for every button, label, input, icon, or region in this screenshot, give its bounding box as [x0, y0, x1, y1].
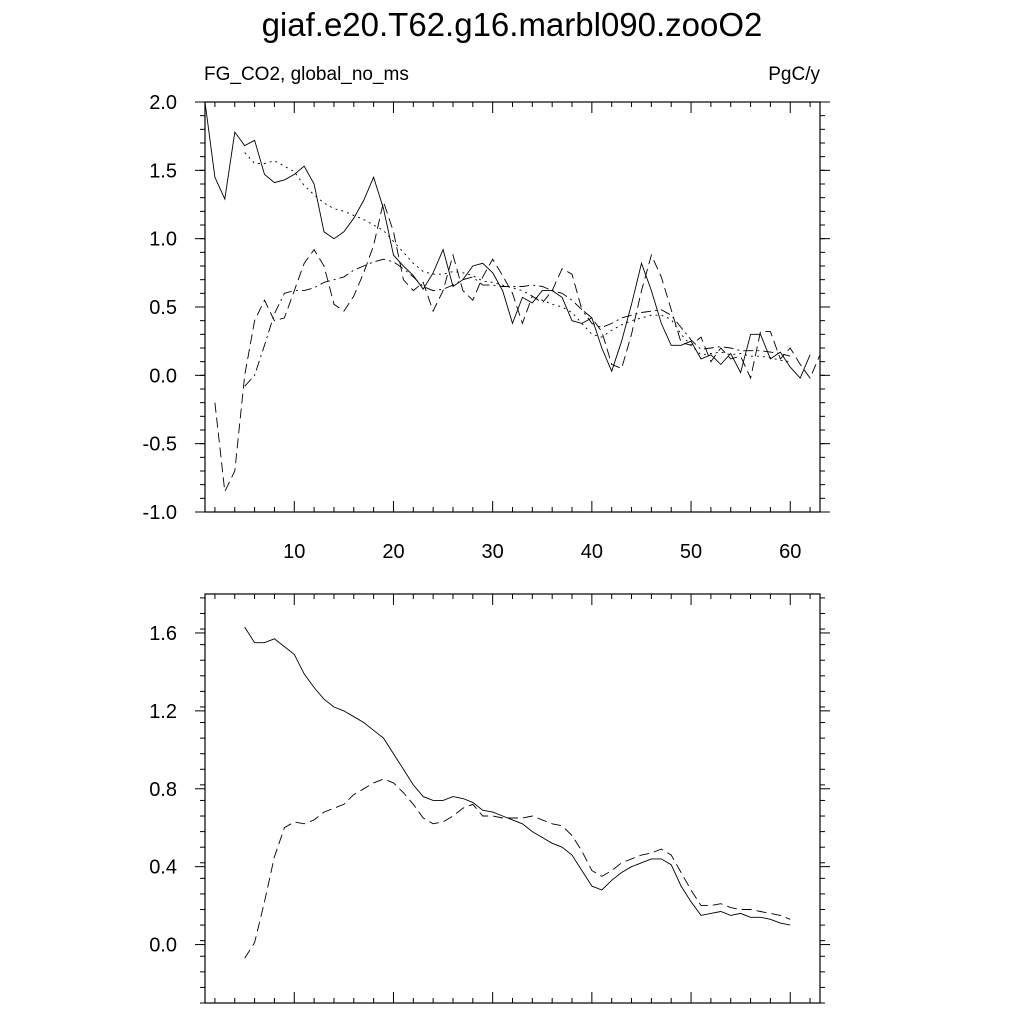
- plot-frame: [205, 594, 820, 1003]
- panel-2: [149, 594, 830, 1003]
- series-dotted-line: [245, 153, 791, 362]
- units-label: PgC/y: [768, 64, 820, 85]
- y-tick-label: -0.5: [142, 433, 177, 456]
- series-dashed-line: [245, 779, 791, 958]
- y-tick-label: 1.6: [149, 622, 177, 645]
- y-tick-label: 2.0: [149, 92, 177, 114]
- y-tick-label: -1.0: [142, 502, 177, 524]
- x-tick-label: 50: [679, 541, 703, 563]
- series-solid-line: [245, 627, 791, 925]
- plot-frame: [205, 102, 820, 512]
- x-tick-label: 10: [283, 541, 306, 563]
- x-tick-label: 30: [481, 541, 504, 563]
- variable-label: FG_CO2, global_no_ms: [204, 64, 409, 85]
- y-tick-label: 0.0: [149, 934, 177, 957]
- x-tick-label: 20: [382, 541, 405, 563]
- series-dash-dot-line: [245, 259, 791, 386]
- series-dashed-line: [215, 202, 820, 492]
- y-tick-label: 0.4: [149, 856, 177, 879]
- y-tick-label: 1.5: [149, 160, 177, 183]
- y-tick-label: 0.0: [149, 365, 177, 388]
- y-tick-label: 0.5: [149, 297, 177, 319]
- y-tick-label: 1.2: [149, 700, 177, 723]
- series-solid-line: [205, 102, 810, 378]
- x-tick-label: 40: [580, 541, 603, 563]
- figure-title: giaf.e20.T62.g16.marbl090.zooO2: [261, 6, 763, 43]
- x-tick-label: 60: [779, 541, 802, 563]
- panel-1: [143, 92, 830, 563]
- y-tick-label: 0.8: [149, 778, 177, 801]
- y-tick-label: 1.0: [149, 228, 177, 251]
